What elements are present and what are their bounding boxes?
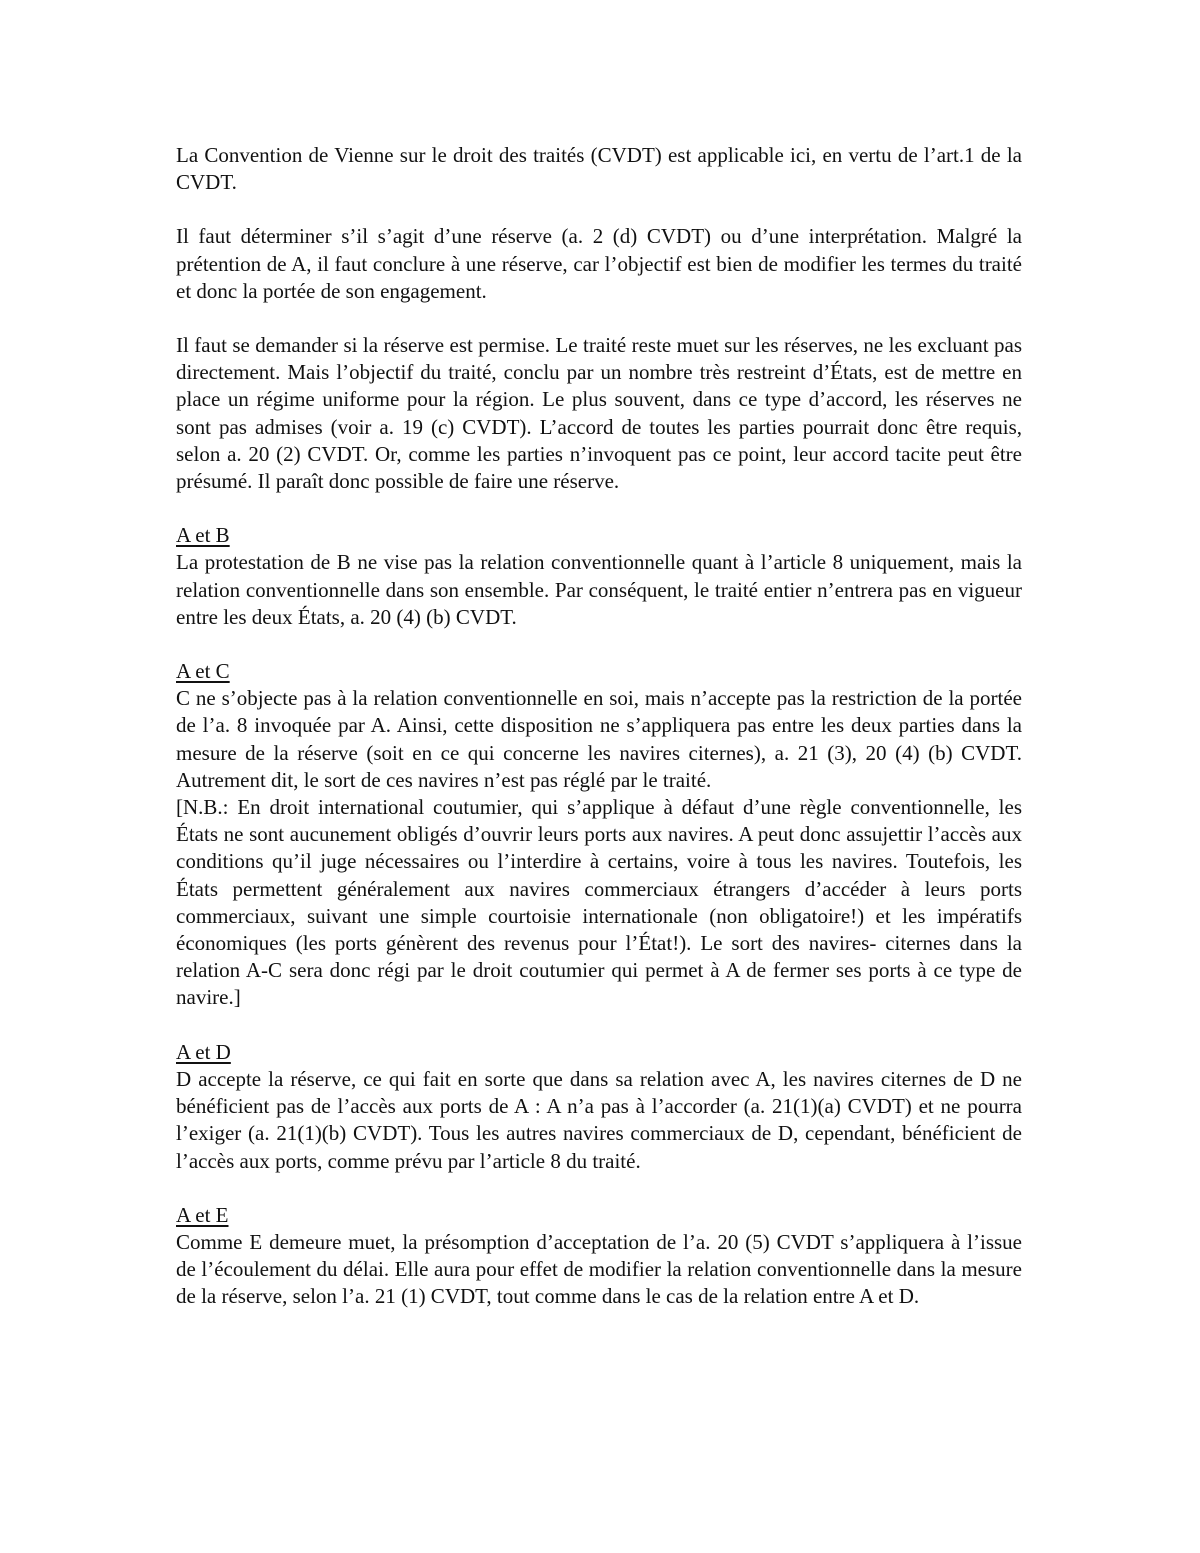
- section-text: La protestation de B ne vise pas la relation conventionnelle quant à l’article 8 uniquement, mais la relation conventionnelle dans son ensemble. Par conséquent, le traité entier n’entrera pas en vigueur entre les deux États, a. 20 (4) (b) CVDT.: [176, 550, 1022, 629]
- document-page: [176, 142, 1022, 1338]
- section-text: C ne s’objecte pas à la relation conventionnelle en soi, mais n’accepte pas la restriction de la portée de l’a. 8 invoquée par A. Ainsi, cette disposition ne s’appliquera pas entre les deux parties dans la mesure de la réserve (soit en ce qui concerne les navires citernes), a. 21 (3), 20 (4) (b) CVDT. Autrement dit, le sort de ces navires n’est pas réglé par le traité.: [176, 686, 1022, 792]
- intro-paragraph-1: La Convention de Vienne sur le droit des traités (CVDT) est applicable ici, en vertu de l’art.1 de la CVDT.: [176, 143, 1022, 195]
- section-a-et-c: [176, 658, 1022, 1012]
- intro-paragraph-2: Il faut déterminer s’il s’agit d’une réserve (a. 2 (d) CVDT) ou d’une interprétation. Malgré la prétention de A, il faut conclure à une réserve, car l’objectif est bien de modifier les termes du traité et donc la portée de son engagement.: [176, 224, 1022, 303]
- section-heading: A et E: [176, 1202, 229, 1227]
- intro-paragraph-3: Il faut se demander si la réserve est permise. Le traité reste muet sur les réserves, ne les excluant pas directement. Mais l’objectif du traité, conclu par un nombre très restreint d’États, est de mettre en place un régime uniforme pour la région. Le plus souvent, dans ce type d’accord, les réserves ne sont pas admises (voir a. 19 (c) CVDT). L’accord de toutes les parties pourrait donc être requis, selon a. 20 (2) CVDT. Or, comme les parties n’invoquent pas ce point, leur accord tacite peut être présumé. Il paraît donc possible de faire une réserve.: [176, 333, 1022, 494]
- section-heading: A et D: [176, 1039, 231, 1064]
- section-text: D accepte la réserve, ce qui fait en sorte que dans sa relation avec A, les navires citernes de D ne bénéficient pas de l’accès aux ports de A : A n’a pas à l’accorder (a. 21(1)(a) CVDT) et ne pourra l’exiger (a. 21(1)(b) CVDT). Tous les autres navires commerciaux de D, cependant, bénéficient de l’accès aux ports, comme prévu par l’article 8 du traité.: [176, 1066, 1022, 1173]
- section-note: [N.B.: En droit international coutumier, qui s’applique à défaut d’une règle conventionnelle, les États ne sont aucunement obligés d’ouvrir leurs ports aux navires. A peut donc assujettir l’accès aux conditions qu’il juge nécessaires ou l’interdire à certains, voire à tous les navires. Toutefois, les États permettent généralement aux navires commerciaux étrangers d’accéder à leurs ports commerciaux, suivant une simple courtoisie internationale (non obligatoire!) et les impératifs économiques (les ports génèrent des revenus pour l’État!). Le sort des navires- citernes dans la relation A-C sera donc régi par le droit coutumier qui permet à A de fermer ses ports à ce type de navire.]: [176, 795, 1022, 1010]
- section-heading: A et B: [176, 523, 230, 548]
- section-text: Comme E demeure muet, la présomption d’acceptation de l’a. 20 (5) CVDT s’appliquera à l’issue de l’écoulement du délai. Elle aura pour effet de modifier la relation conventionnelle dans la mesure de la réserve, selon l’a. 21 (1) CVDT, tout comme dans le cas de la relation entre A et D.: [176, 1229, 1022, 1309]
- section-heading: A et C: [176, 659, 230, 684]
- section-a-et-d: [176, 1039, 1022, 1175]
- section-a-et-b: [176, 522, 1022, 631]
- section-a-et-e: [176, 1202, 1022, 1311]
